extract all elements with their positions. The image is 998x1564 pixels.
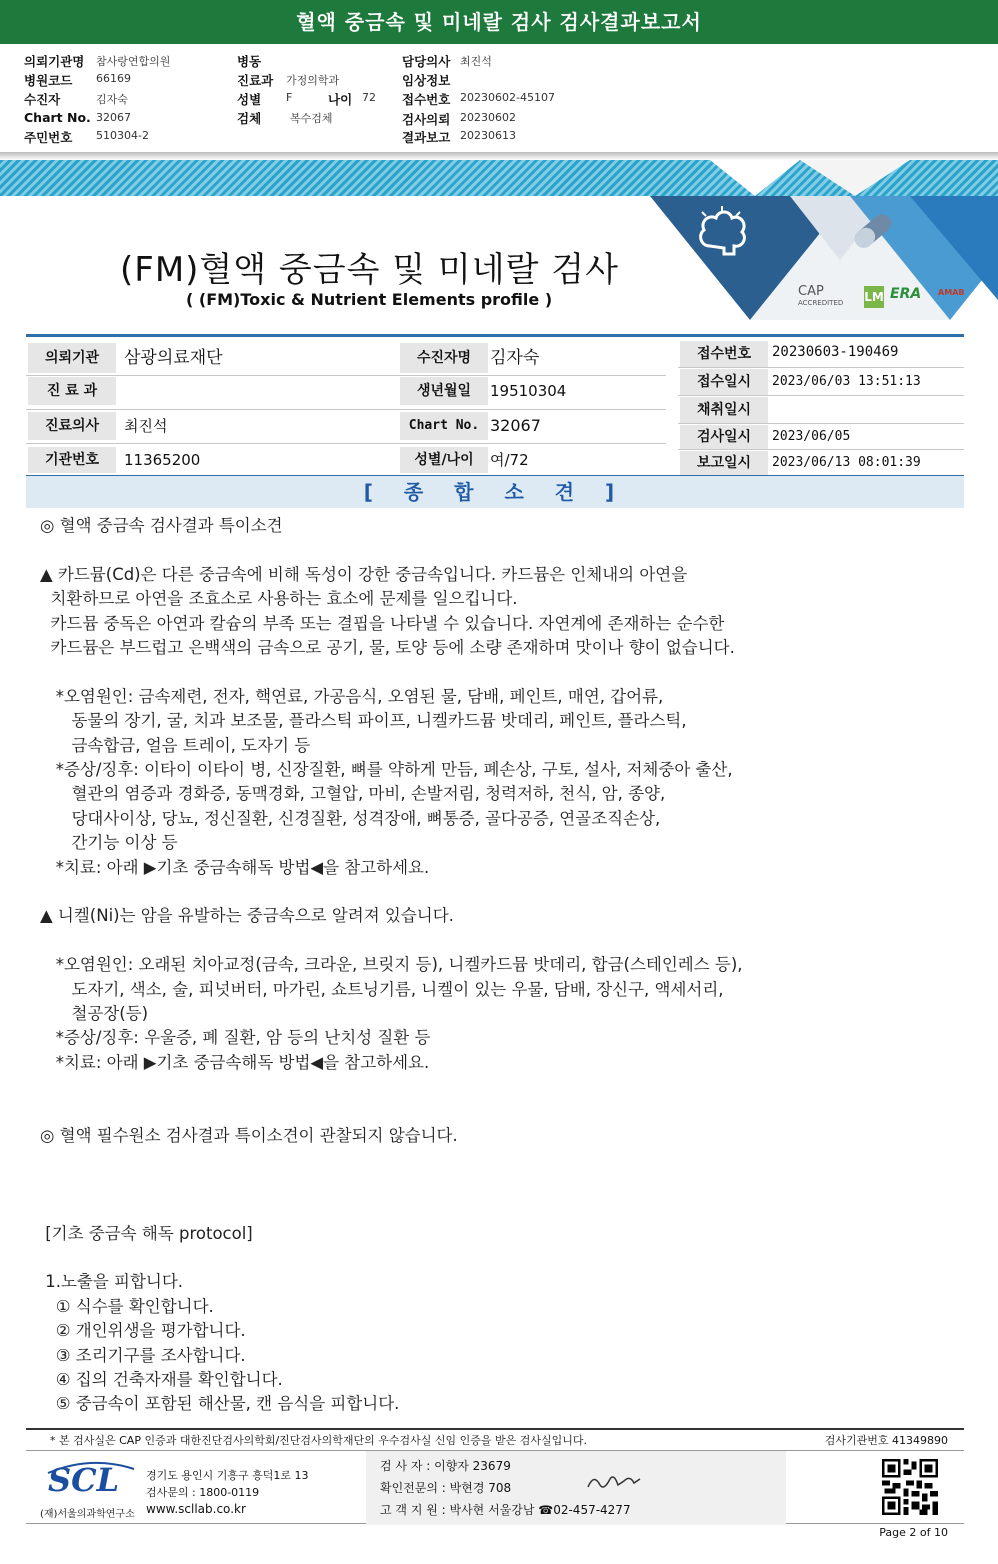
summary-line: 혈관의 염증과 경화증, 동맥경화, 고혈압, 마비, 손발저림, 청력저하, 천식, 암, 종양, — [40, 784, 666, 804]
summary-line: ② 개인위생을 평가합니다. — [40, 1321, 246, 1341]
support-line: 고 객 지 원 : 박사현 서울강남 ☎02-457-4277 — [380, 1503, 631, 1517]
hdr-label: 결과보고 — [402, 130, 451, 145]
row-divider — [678, 367, 964, 368]
summary-line — [40, 929, 960, 953]
hdr-label: 검체 — [237, 111, 262, 126]
scl-logo: SCL — [48, 1461, 120, 1499]
hdr-value: 가정의학과 — [286, 74, 340, 87]
summary-line: 철공장(등) — [40, 1004, 149, 1024]
summary-line: 동물의 장기, 굴, 치과 보조물, 플라스틱 파이프, 니켈카드뮴 밧데리, 페인트, 플라스틱, — [40, 711, 687, 731]
info-value: 32067 — [490, 416, 541, 435]
page-title: (FM)혈액 중금속 및 미네랄 검사 — [120, 250, 619, 290]
lab-address — [146, 1467, 309, 1518]
hdr-value: F — [286, 91, 293, 104]
summary-line: *증상/징후: 우울증, 폐 질환, 암 등의 난치성 질환 등 — [40, 1028, 431, 1048]
info-value — [764, 397, 772, 423]
qr-code-icon — [882, 1459, 938, 1515]
summary-line: *오염원인: 금속제련, 전자, 핵연료, 가공음식, 오염된 물, 담배, 페인트, 매연, 갑어류, — [40, 686, 664, 706]
info-label: Chart No. — [400, 412, 488, 440]
hdr-value: 20230602-45107 — [460, 91, 555, 104]
page-subtitle: ( (FM)Toxic & Nutrient Elements profile ) — [186, 290, 553, 309]
summary-line: 1.노출을 피합니다. — [40, 1272, 184, 1292]
info-value — [116, 377, 124, 405]
specialist-line: 확인전문의 : 박현경 708 — [380, 1481, 512, 1495]
summary-line: *치료: 아래 ▶기초 중금속해독 방법◀을 참고하세요. — [40, 857, 430, 877]
summary-line: ⑤ 중금속이 포함된 해산물, 캔 음식을 피합니다. — [40, 1394, 400, 1414]
hdr-label: 담당의사 — [402, 54, 451, 69]
hdr-label: 성별 — [237, 92, 262, 107]
hdr-value: 32067 — [96, 111, 131, 124]
hdr-label: 검사의뢰 — [402, 112, 451, 127]
info-label: 생년월일 — [400, 377, 488, 405]
website-link[interactable]: www.scllab.co.kr — [146, 1502, 246, 1516]
hdr-label: 임상정보 — [402, 73, 451, 88]
summary-line: 도자기, 색소, 술, 피넛버터, 마가린, 쇼트닝기름, 니켈이 있는 우물, 담배, 장신구, 액세서리, — [40, 979, 724, 999]
certification-logos — [798, 282, 998, 312]
summary-heading: [ 종 합 소 견 ] — [26, 476, 964, 508]
hdr-value: 20230613 — [460, 129, 516, 142]
info-label: 접수번호 — [680, 341, 768, 367]
summary-line — [40, 538, 960, 562]
scl-swoosh-icon — [46, 1461, 136, 1475]
summary-line: *오염원인: 오래된 치아교정(금속, 크라운, 브릿지 등), 니켈카드뮴 밧데리, 합금(스테인레스 등), — [40, 955, 743, 975]
era-logo: ERA — [890, 286, 922, 302]
summary-line: [기초 중금속 해독 protocol] — [40, 1223, 253, 1243]
row-divider — [26, 375, 666, 376]
examiner-line: 검 사 자 : 이향자 23679 — [380, 1459, 511, 1473]
hdr-label: 수진자 — [24, 92, 61, 107]
summary-line: 당대사이상, 당뇨, 정신질환, 신경질환, 성격장애, 뼈통증, 골다공증, 연골조직손상, — [40, 808, 661, 828]
hdr-value: 72 — [362, 91, 376, 104]
page-number: Page 2 of 10 — [879, 1526, 948, 1539]
summary-line: 카드뮴 중독은 아연과 칼슘의 부족 또는 결핍을 나타낼 수 있습니다. 자연계에 존재하는 순수한 — [40, 613, 725, 633]
info-value: 11365200 — [124, 451, 201, 469]
hdr-label: 주민번호 — [24, 130, 73, 145]
patient-info-table — [26, 334, 964, 474]
hdr-value: 참사랑연합의원 — [96, 55, 171, 68]
summary-line: ▲ 카드뮴(Cd)은 다른 중금속에 비해 독성이 강한 중금속입니다. 카드뮴은 인체내의 아연을 — [40, 564, 688, 584]
info-label: 접수일시 — [680, 369, 768, 395]
summary-line: 카드뮴은 부드럽고 은백색의 금속으로 공기, 물, 토양 등에 소량 존재하며 맛이나 향이 없습니다. — [40, 638, 735, 658]
report-banner: 혈액 중금속 및 미네랄 검사 검사결과보고서 — [0, 0, 998, 44]
hdr-label: 나이 — [328, 92, 353, 107]
summary-line: 금속합금, 얼음 트레이, 도자기 등 — [40, 735, 311, 755]
signature-icon — [584, 1471, 644, 1495]
info-label: 보고일시 — [680, 451, 768, 475]
info-label: 기관번호 — [28, 447, 116, 473]
info-value: 김자숙 — [490, 348, 540, 368]
hdr-value: 20230602 — [460, 111, 516, 124]
summary-line — [40, 1173, 960, 1197]
hdr-label: 진료과 — [237, 73, 274, 88]
row-divider — [26, 409, 666, 410]
summary-line — [40, 1100, 960, 1124]
summary-line: ◎ 혈액 필수원소 검사결과 특이소견이 관찰되지 않습니다. — [40, 1126, 458, 1146]
institution-number: 검사기관번호 41349890 — [824, 1434, 948, 1447]
row-divider — [26, 443, 666, 444]
info-label: 검사일시 — [680, 425, 768, 449]
summary-line — [40, 880, 960, 904]
info-label: 진료의사 — [28, 412, 116, 440]
summary-line: 치환하므로 아연을 조효소로 사용하는 효소에 문제를 일으킵니다. — [40, 589, 518, 609]
hdr-value: 복수검체 — [290, 112, 333, 125]
row-divider — [678, 395, 964, 396]
info-label: 의뢰기관 — [28, 343, 116, 373]
summary-line — [40, 1246, 960, 1270]
info-label: 채취일시 — [680, 397, 768, 423]
row-divider — [678, 423, 964, 424]
address-line: 경기도 용인시 기흥구 흥덕1로 13 — [146, 1469, 309, 1482]
hdr-label: 접수번호 — [402, 92, 451, 107]
summary-line — [40, 1075, 960, 1099]
info-value: 20230603-190469 — [772, 344, 899, 360]
summary-line: ① 식수를 확인합니다. — [40, 1296, 214, 1316]
summary-line: *증상/징후: 이타이 이타이 병, 신장질환, 뼈를 약하게 만듬, 폐손상, 구토, 설사, 저체중아 출산, — [40, 760, 733, 780]
summary-line: *치료: 아래 ▶기초 중금속해독 방법◀을 참고하세요. — [40, 1052, 430, 1072]
hdr-label: 의뢰기관명 — [24, 54, 85, 69]
info-value: 19510304 — [490, 382, 567, 400]
summary-line: ③ 조리기구를 조사합니다. — [40, 1345, 246, 1365]
examiner-box — [366, 1451, 786, 1525]
row-divider — [678, 449, 964, 450]
info-value: 삼광의료재단 — [124, 348, 223, 368]
info-label: 수진자명 — [400, 343, 488, 373]
cap-logo: CAP — [798, 284, 824, 299]
footer-divider — [26, 1428, 964, 1430]
info-label: 진 료 과 — [28, 377, 116, 405]
summary-body — [40, 514, 960, 1417]
hdr-value: 66169 — [96, 72, 131, 85]
summary-line: ④ 집의 건축자재를 확인합니다. — [40, 1370, 283, 1390]
amab-logo: AMAB — [938, 288, 965, 297]
summary-line — [40, 660, 960, 684]
info-label: 성별/나이 — [400, 447, 488, 473]
contact-line: 검사문의 : 1800-0119 — [146, 1486, 260, 1499]
hdr-label: Chart No. — [24, 110, 91, 125]
hdr-value: 김자숙 — [96, 93, 128, 106]
hdr-value: 510304-2 — [96, 129, 149, 142]
hdr-label: 병동 — [237, 54, 262, 69]
summary-line — [40, 1197, 960, 1221]
info-value: 여/72 — [490, 451, 529, 469]
summary-line — [40, 1148, 960, 1172]
cap-accredited: ACCREDITED — [798, 299, 844, 307]
info-value: 2023/06/03 13:51:13 — [772, 374, 921, 389]
summary-line: ◎ 혈액 중금속 검사결과 특이소견 — [40, 516, 283, 535]
accreditation-note: * 본 검사실은 CAP 인증과 대한진단검사의학회/진단검사의학재단의 우수검사실 신임 인증을 받은 검사실입니다. — [50, 1434, 588, 1447]
summary-line: ▲ 니켈(Ni)는 암을 유발하는 중금속으로 알려져 있습니다. — [40, 906, 454, 926]
summary-line: 간기능 이상 등 — [40, 833, 178, 853]
capsule-icon — [848, 206, 898, 256]
hdr-label: 병원코드 — [24, 73, 73, 88]
lm-logo-icon: LM — [864, 286, 884, 308]
header-divider — [0, 152, 998, 160]
footer-box — [26, 1450, 964, 1524]
brain-icon — [694, 206, 750, 258]
info-value: 2023/06/05 — [772, 429, 851, 444]
info-value: 2023/06/13 08:01:39 — [772, 455, 921, 470]
info-value: 최진석 — [124, 417, 168, 435]
hdr-value: 최진석 — [460, 55, 492, 68]
lab-name: (재)서울의과학연구소 — [40, 1509, 135, 1520]
report-header — [0, 48, 998, 158]
